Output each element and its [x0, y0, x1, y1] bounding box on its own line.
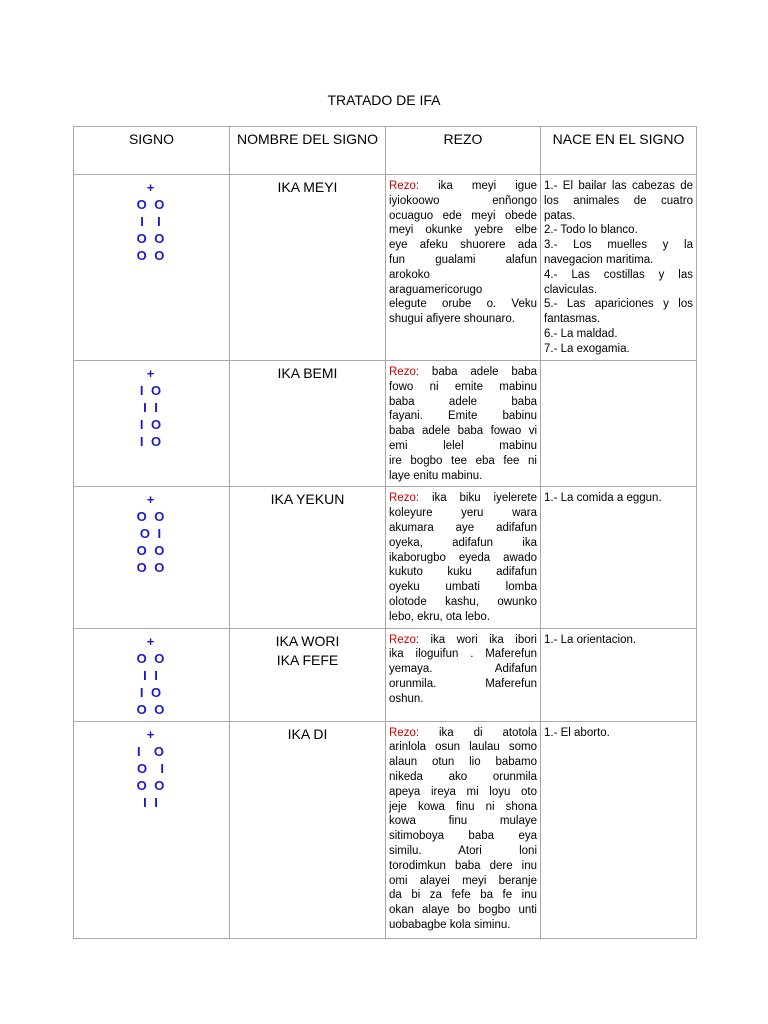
nace-cell [541, 487, 697, 628]
nace-cell [541, 721, 697, 938]
signo-mark: O O [136, 509, 167, 525]
signo-mark: I O [139, 417, 164, 432]
header-rezo: REZO [386, 127, 541, 175]
nace-item: 1.- El bailar las cabezas de los animales de cuatro patas. [544, 180, 693, 222]
rezo-line: ire bogbo tee eba fee ni [389, 454, 537, 467]
rezo-line: oyeku umbati lomba [389, 581, 537, 594]
signo-mark: I O [139, 434, 164, 449]
rezo-line: baba adele baba [389, 395, 537, 408]
rezo-line: iyiokoowo enñongo [389, 194, 537, 207]
nombre-text: IKA BEMI [277, 365, 338, 381]
signo-mark: I I [143, 794, 160, 810]
nace-item: 4.- Las costillas y las claviculas. [544, 268, 693, 296]
signo-cell [74, 175, 230, 361]
signo-cell [74, 721, 230, 938]
signo-mark: + [146, 366, 157, 381]
table-row [74, 628, 697, 721]
nace-item: 5.- Las apariciones y los fantasmas. [544, 298, 693, 326]
rezo-cell [386, 361, 541, 487]
rezo-line: nikeda ako orunmila [389, 770, 537, 783]
rezo-line: apeya ireya mi loyu oto [389, 785, 537, 798]
nace-item: 7.- La exogamia. [544, 342, 630, 355]
nombre-cell [230, 487, 386, 628]
signo-mark: I I [143, 400, 160, 415]
signo-mark: O O [136, 231, 167, 246]
table-row [74, 361, 697, 487]
nombre-cell [230, 628, 386, 721]
nace-item: 1.- La orientacion. [544, 633, 637, 646]
rezo-line: okan alaye bo bogbo unti [389, 904, 537, 917]
signo-mark: + [146, 492, 157, 508]
rezo-line: olotode kashu, owunko [389, 595, 537, 608]
rezo-label: Rezo: [389, 726, 439, 739]
signo-mark: O O [136, 650, 167, 666]
rezo-line: ocuaguo ede meyi obede [389, 209, 537, 222]
signo-mark: I O [139, 684, 164, 700]
rezo-line: akumara aye adifafun [389, 521, 537, 534]
nace-cell [541, 175, 697, 361]
signo-mark: + [146, 633, 157, 649]
rezo-line: Rezo: ika wori ika ibori [389, 633, 537, 646]
nace-cell [541, 361, 697, 487]
nombre-text: IKA DI [287, 725, 328, 742]
rezo-line: sitimoboya baba eya [389, 830, 537, 843]
rezo-line: elegute orube o. Veku [389, 298, 537, 311]
rezo-line: fowo ni emite mabinu [389, 380, 537, 393]
rezo-line: jeje kowa finu ni shona [389, 800, 537, 813]
nombre-cell [230, 361, 386, 487]
rezo-line: uobabagbe kola siminu. [389, 918, 511, 931]
header-signo: SIGNO [74, 127, 230, 175]
signo-mark: O I [137, 760, 166, 776]
rezo-label: Rezo: [389, 366, 432, 378]
rezo-cell [386, 721, 541, 938]
rezo-line: eye afeku shuorere ada [389, 239, 537, 252]
rezo-line: Rezo: baba adele baba [389, 366, 537, 378]
header-nombre: NOMBRE DEL SIGNO [230, 127, 386, 175]
rezo-line: laye enitu mabinu. [389, 469, 483, 482]
signo-mark: I I [143, 667, 160, 683]
signo-mark: O I [139, 526, 164, 542]
rezo-label: Rezo: [389, 492, 432, 505]
signo-mark: O O [136, 777, 167, 793]
document-title: TRATADO DE IFA [327, 92, 441, 108]
nombre-text: IKA WORI [275, 632, 340, 649]
rezo-line: da bi za fefe ba fe inu [389, 889, 537, 902]
nace-item: 2.- Todo lo blanco. [544, 224, 638, 237]
rezo-label: Rezo: [389, 180, 439, 192]
table-row [74, 487, 697, 628]
rezo-cell [386, 628, 541, 721]
rezo-line: kukuto kuku adifafun [389, 566, 537, 579]
rezo-line: emi lelel mabinu [389, 439, 537, 452]
rezo-line: arinlola osun laulau somo [389, 741, 537, 754]
signo-mark: O O [136, 560, 167, 576]
rezo-line: lebo, ekru, ota lebo. [389, 610, 491, 623]
signo-mark: I O [139, 383, 164, 398]
rezo-line: Rezo: ika meyi igue [389, 180, 537, 192]
rezo-cell [386, 487, 541, 628]
nombre-text: IKA FEFE [276, 651, 339, 668]
rezo-line: kowa finu mulaye [389, 815, 537, 828]
rezo-line: oshun. [389, 692, 424, 705]
signo-mark: I I [140, 214, 163, 229]
rezo-line: baba adele baba fowao vi [389, 425, 537, 438]
nace-item: 1.- La comida a eggun. [544, 492, 662, 505]
rezo-line: oyeka, adifafun ika [389, 536, 537, 549]
nombre-cell [230, 721, 386, 938]
rezo-cell [386, 175, 541, 361]
table-row [74, 721, 697, 938]
rezo-line: shugui afiyere shounaro. [389, 313, 515, 326]
rezo-line: Rezo: ika di atotola [389, 726, 537, 739]
signo-cell [74, 361, 230, 487]
ifa-table [73, 126, 697, 939]
signo-mark: + [146, 180, 157, 195]
rezo-line: omi alayei meyi beranje [389, 874, 537, 887]
nace-item: 1.- El aborto. [544, 726, 610, 739]
signo-mark: O O [136, 248, 167, 263]
rezo-line: fayani. Emite babinu [389, 410, 537, 423]
rezo-label: Rezo: [389, 633, 431, 646]
rezo-line: yemaya. Adifafun [389, 663, 537, 676]
rezo-line: ikaborugbo eyeda awado [389, 551, 537, 564]
rezo-line: meyi okunke yebre elbe [389, 224, 537, 237]
rezo-line: similu. Atori loni [389, 844, 537, 857]
rezo-line: araguamericorugo [389, 283, 483, 296]
nace-item: 6.- La maldad. [544, 327, 618, 340]
rezo-line: ika iloguifun . Maferefun [389, 648, 537, 661]
signo-mark: I O [137, 743, 166, 759]
rezo-line: alaun otun lio babamo [389, 756, 537, 769]
signo-mark: O O [136, 543, 167, 559]
nombre-text: IKA MEYI [277, 179, 338, 195]
table-row [74, 175, 697, 361]
rezo-line: koleyure yeru wara [389, 507, 537, 520]
rezo-line: fun gualami alafun [389, 253, 537, 266]
signo-cell [74, 628, 230, 721]
rezo-line: Rezo: ika biku iyelerete [389, 492, 537, 505]
rezo-line: arokoko [389, 268, 430, 281]
nace-cell [541, 628, 697, 721]
rezo-line: orunmila. Maferefun [389, 677, 537, 690]
signo-mark: O O [136, 197, 167, 212]
nombre-text: IKA YEKUN [270, 491, 345, 508]
rezo-line: torodimkun baba dere inu [389, 859, 537, 872]
signo-mark: + [146, 726, 157, 742]
signo-cell [74, 487, 230, 628]
header-row [74, 127, 697, 175]
header-nace: NACE EN EL SIGNO [541, 127, 697, 175]
nace-item: 3.- Los muelles y la navegacion maritima. [544, 239, 693, 266]
signo-mark: O O [136, 701, 167, 717]
nombre-cell [230, 175, 386, 361]
